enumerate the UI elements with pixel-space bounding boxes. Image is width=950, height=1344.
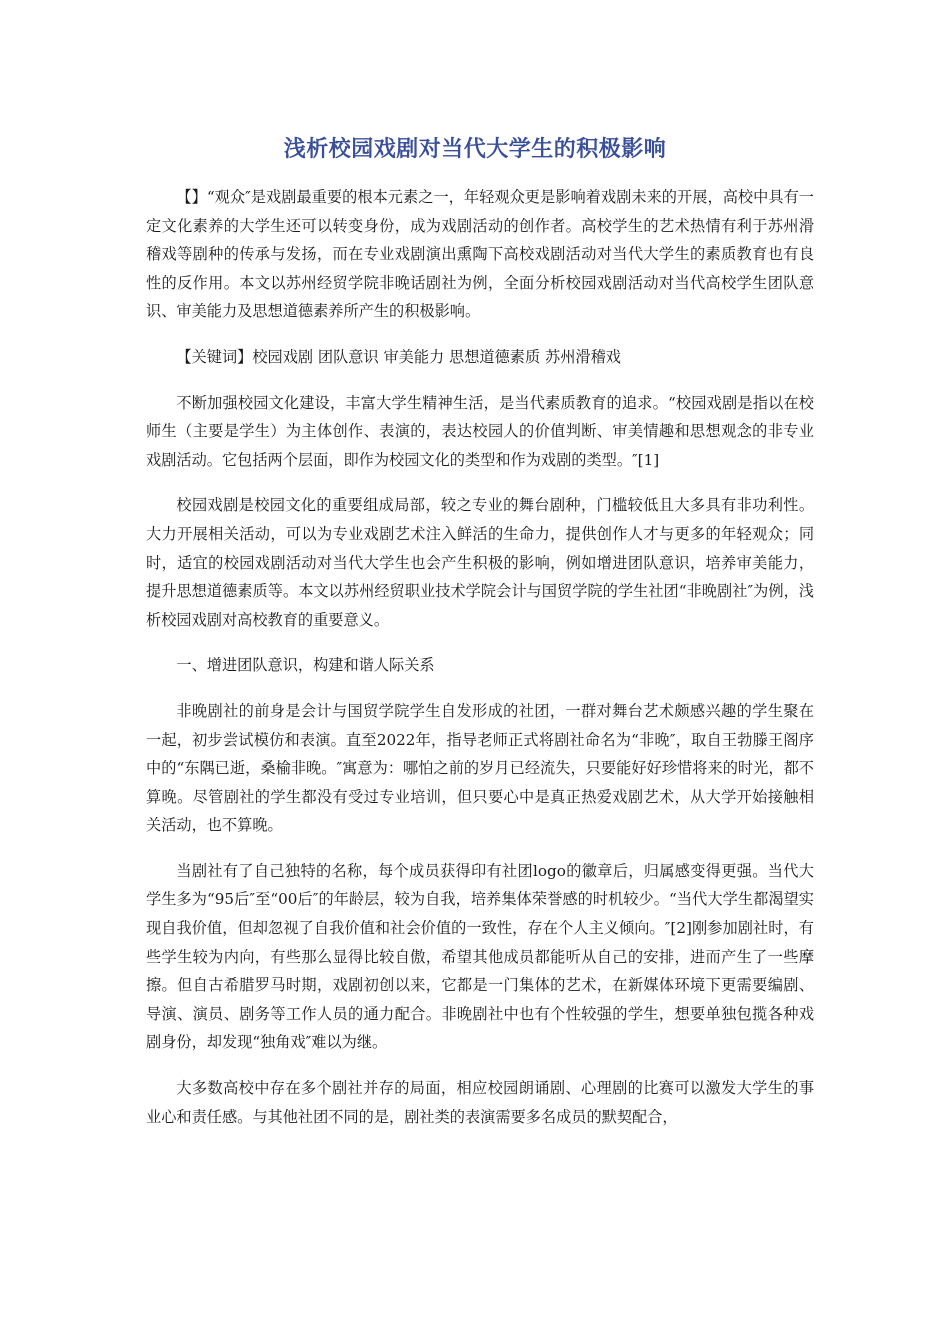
paragraph-club-history: 非晚剧社的前身是会计与国贸学院学生自发形成的社团，一群对舞台艺术颇感兴趣的学生聚在一起，初步尝试模仿和表演。直至2022年，指导老师正式将剧社命名为“非晚″，取自王勃滕王阁序中的“东隅已逝，桑榆非晚。″寓意为：哪怕之前的岁月已经流失，只要能好好珍惜将来的时光，都不算晚。尽管剧社的学生都没有受过专业培训，但只要心中是真正热爱戏剧艺术，从大学开始接触相关活动，也不算晚。 bbox=[146, 701, 814, 835]
paragraph-belonging: 当剧社有了自己独特的名称，每个成员获得印有社团logo的徽章后，归属感变得更强。当代大学生多为“95后″至“00后″的年龄层，较为自我，培养集体荣誉感的时机较少。“当代大学生都渴望实现自我价值，但却忽视了自我价值和社会价值的一致性，存在个人主义倾向。″[2]刚参加剧社时，有些学生较为内向，有些那么显得比较自傲，希望其他成员都能听从自己的安排，进而产生了一些摩擦。但自古希腊罗马时期，戏剧初创以来，它都是一门集体的艺术，在新媒体环境下更需要编剧、导演、演员、剧务等工作人员的通力配合。非晚剧社中也有个性较强的学生，想要单独包揽各种戏剧身份，却发现“独角戏″难以为继。 bbox=[146, 861, 814, 1052]
paragraph-competition: 大多数高校中存在多个剧社并存的局面，相应校园朗诵剧、心理剧的比赛可以激发大学生的事业心和责任感。与其他社团不同的是，剧社类的表演需要多名成员的默契配合， bbox=[146, 1079, 814, 1126]
paragraph-intro: 不断加强校园文化建设，丰富大学生精神生活，是当代素质教育的追求。“校园戏剧是指以在校师生（主要是学生）为主体创作、表演的，表达校园人的价值判断、审美情趣和思想观念的非专业戏剧活动。它包括两个层面，即作为校园文化的类型和作为戏剧的类型。″[1] bbox=[146, 393, 814, 469]
article-body bbox=[146, 183, 814, 1131]
section-heading-1: 一、增进团队意识，构建和谐人际关系 bbox=[176, 656, 435, 675]
abstract: 【】“观众″是戏剧最重要的根本元素之一，年轻观众更是影响着戏剧未来的开展，高校中具有一定文化素养的大学生还可以转变身份，成为戏剧活动的创作者。高校学生的艺术热情有利于苏州滑稽戏等剧种的传承与发扬，而在专业戏剧演出熏陶下高校戏剧活动对当代大学生的素质教育也有良性的反作用。本文以苏州经贸学院非晚话剧社为例，全面分析校园戏剧活动对当代高校学生团队意识、审美能力及思想道德素养所产生的积极影响。 bbox=[146, 188, 814, 321]
article-title: 浅析校园戏剧对当代大学生的积极影响 bbox=[283, 137, 667, 162]
paragraph-background: 校园戏剧是校园文化的重要组成局部，较之专业的舞台剧种，门槛较低且大多具有非功利性。大力开展相关活动，可以为专业戏剧艺术注入鲜活的生命力，提供创作人才与更多的年轻观众；同时，适宜的校园戏剧活动对当代大学生也会产生积极的影响，例如增进团队意识，培养审美能力，提升思想道德素质等。本文以苏州经贸职业技术学院会计与国贸学院的学生社团“非晚剧社″为例，浅析校园戏剧对高校教育的重要意义。 bbox=[146, 496, 814, 629]
keywords: 【关键词】校园戏剧 团队意识 审美能力 思想道德素质 苏州滑稽戏 bbox=[176, 347, 621, 366]
